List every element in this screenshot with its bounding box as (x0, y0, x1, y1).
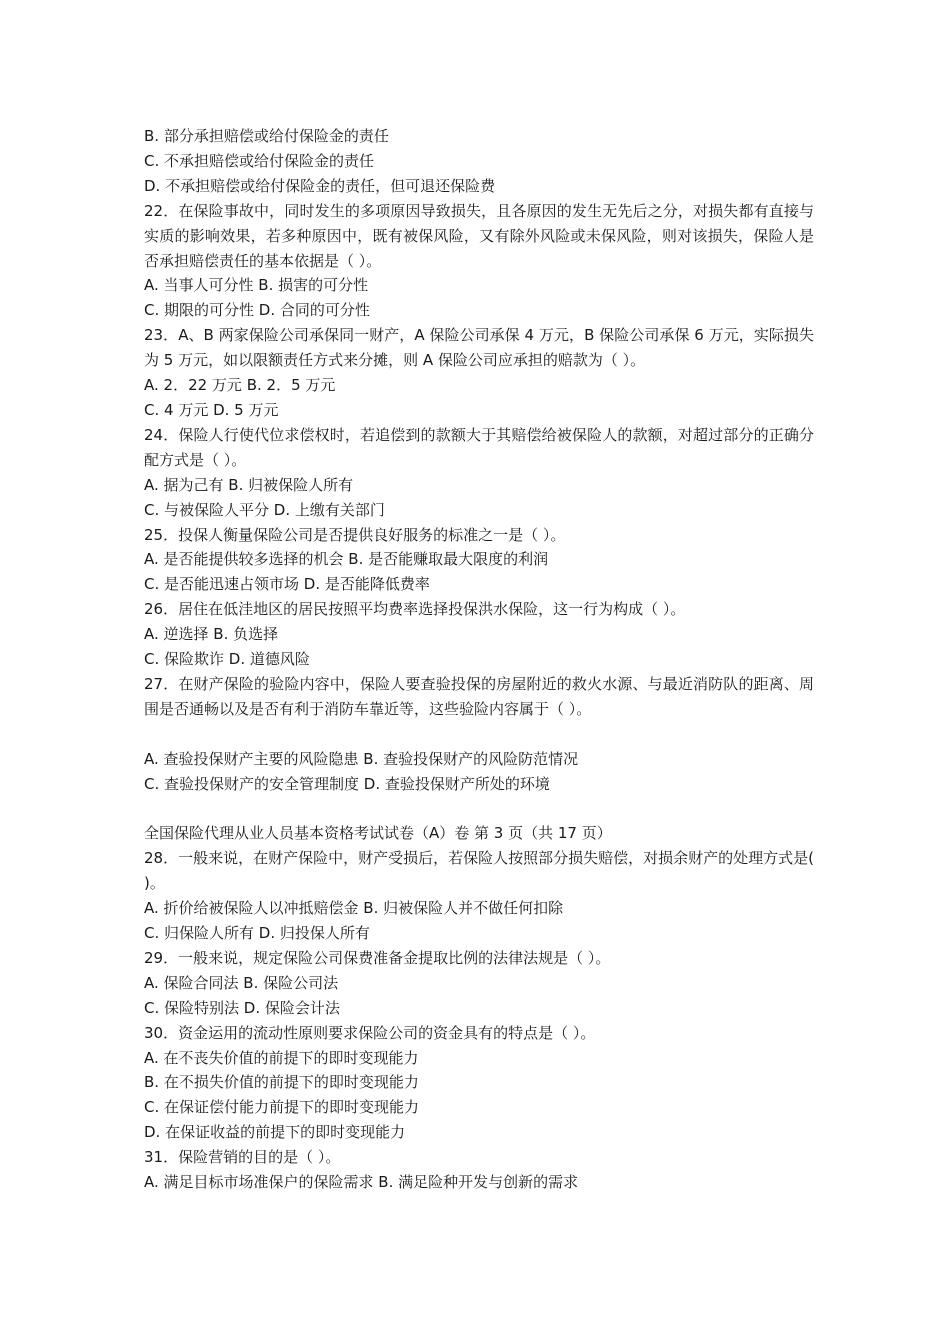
q22-stem: 22．在保险事故中，同时发生的多项原因导致损失，且各原因的发生无先后之分，对损失都有直接与实质的影响效果，若多种原因中，既有被保风险，又有除外风险或未保风险，则对该损失，保险人是否承担赔偿责任的基本依据是（ ）。 (144, 201, 814, 270)
q30-option-a: A. 在不丧失价值的前提下的即时变现能力 (144, 1048, 419, 1067)
q30-stem: 30．资金运用的流动性原则要求保险公司的资金具有的特点是（ ）。 (144, 1023, 596, 1042)
q22-options-ab: A. 当事人可分性 B. 损害的可分性 (144, 276, 369, 295)
q28-options-cd: C. 归保险人所有 D. 归投保人所有 (144, 923, 370, 942)
spacer (144, 796, 814, 821)
q24-stem: 24．保险人行使代位求偿权时，若追偿到的款额大于其赔偿给被保险人的款额，对超过部分的正确分配方式是（ ）。 (144, 425, 814, 469)
q26-stem: 26．居住在低洼地区的居民按照平均费率选择投保洪水保险，这一行为构成（ ）。 (144, 600, 686, 619)
q21-option-b: B. 部分承担赔偿或给付保险金的责任 (144, 127, 389, 145)
q27-options-ab: A. 查验投保财产主要的风险隐患 B. 查验投保财产的风险防范情况 (144, 749, 579, 768)
q25-stem: 25．投保人衡量保险公司是否提供良好服务的标准之一是（ ）。 (144, 525, 566, 544)
q25-options-cd: C. 是否能迅速占领市场 D. 是否能降低费率 (144, 575, 430, 594)
q31-options-ab: A. 满足目标市场准保户的保险需求 B. 满足险种开发与创新的需求 (144, 1173, 579, 1192)
q30-option-c: C. 在保证偿付能力前提下的即时变现能力 (144, 1098, 420, 1117)
q23-options-ab: A. 2．22 万元 B. 2．5 万元 (144, 376, 336, 395)
q23-stem: 23．A、B 两家保险公司承保同一财产，A 保险公司承保 4 万元，B 保险公司承保 6 万元，实际损失为 5 万元，如以限额责任方式来分摊，则 A 保险公司应承担的赔款为（ ）。 (144, 326, 814, 370)
q28-options-ab: A. 折价给被保险人以冲抵赔偿金 B. 归被保险人并不做任何扣除 (144, 899, 564, 918)
q27-options-cd: C. 查验投保财产的安全管理制度 D. 查验投保财产所处的环境 (144, 774, 550, 793)
q25-options-ab: A. 是否能提供较多选择的机会 B. 是否能赚取最大限度的利润 (144, 550, 549, 569)
q29-options-ab: A. 保险合同法 B. 保险公司法 (144, 973, 339, 992)
q27-stem: 27．在财产保险的验险内容中，保险人要查验投保的房屋附近的救火水源、与最近消防队的距离、周围是否通畅以及是否有利于消防车靠近等，这些验险内容属于（ ）。 (144, 674, 814, 718)
q30-option-b: B. 在不损失价值的前提下的即时变现能力 (144, 1073, 419, 1092)
q24-options-cd: C. 与被保险人平分 D. 上缴有关部门 (144, 500, 385, 519)
document-page (144, 124, 814, 1195)
q24-options-ab: A. 据为己有 B. 归被保险人所有 (144, 475, 354, 494)
q23-options-cd: C. 4 万元 D. 5 万元 (144, 400, 279, 419)
spacer (144, 722, 814, 747)
q21-option-d: D. 不承担赔偿或给付保险金的责任，但可退还保险费 (144, 176, 496, 195)
q31-stem: 31．保险营销的目的是（ ）。 (144, 1148, 341, 1167)
q30-option-d: D. 在保证收益的前提下的即时变现能力 (144, 1123, 406, 1142)
q29-options-cd: C. 保险特别法 D. 保险会计法 (144, 998, 340, 1017)
q29-stem: 29．一般来说，规定保险公司保费准备金提取比例的法律法规是（ ）。 (144, 948, 611, 967)
q21-option-c: C. 不承担赔偿或给付保险金的责任 (144, 151, 375, 170)
page-footer: 全国保险代理从业人员基本资格考试试卷（A）卷 第 3 页（共 17 页） (144, 824, 612, 843)
q22-options-cd: C. 期限的可分性 D. 合同的可分性 (144, 301, 370, 320)
q26-options-cd: C. 保险欺诈 D. 道德风险 (144, 650, 310, 669)
q26-options-ab: A. 逆选择 B. 负选择 (144, 625, 279, 644)
q28-stem: 28．一般来说，在财产保险中，财产受损后，若保险人按照部分损失赔偿，对损余财产的处理方式是( )。 (144, 849, 814, 893)
